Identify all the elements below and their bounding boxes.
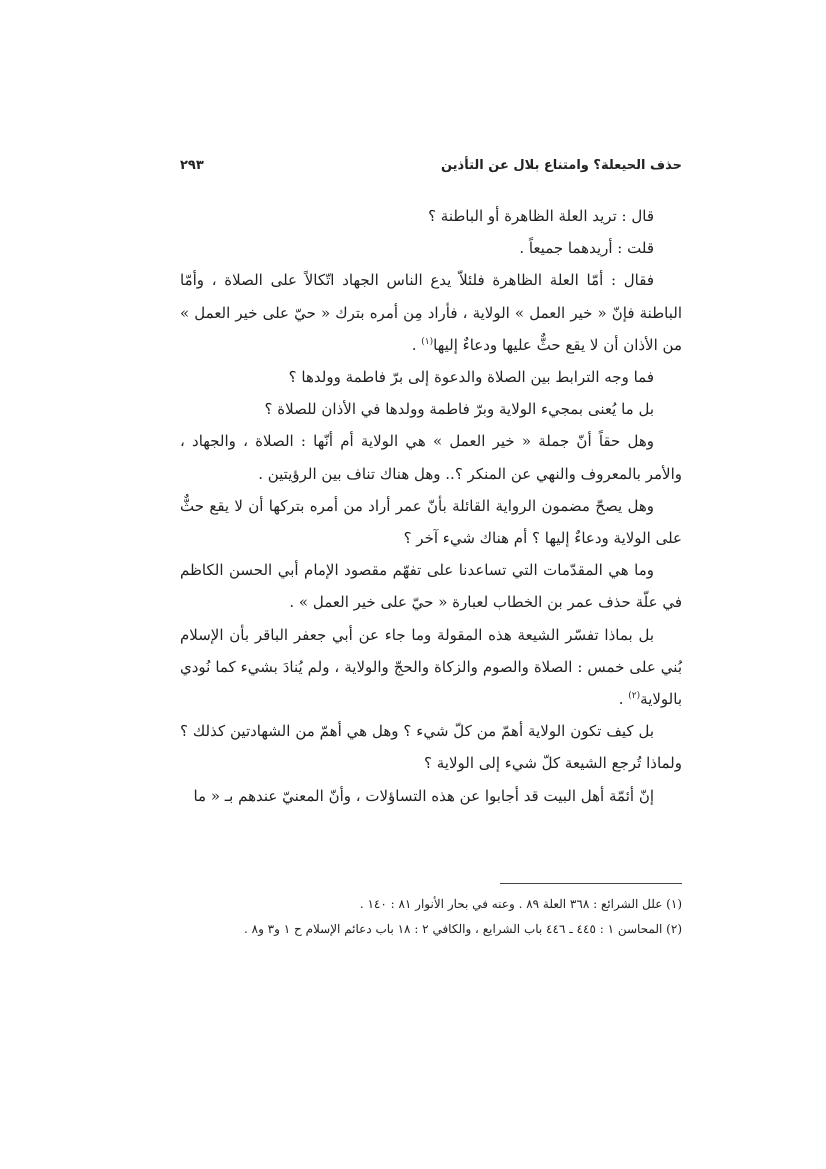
paragraph: فما وجه الترابط بين الصلاة والدعوة إلى برّ فاطمة وولدها ؟	[288, 368, 654, 387]
page-number: ٢٩٣	[180, 158, 204, 173]
footnote-divider	[500, 883, 682, 884]
paragraph: وهل يصحّ مضمون الرواية القائلة بأنّ عمر أراد من أمره بتركها أن لا يقع حثٌّ على الولاية ودعاءٌ إليها ؟ أم هناك شيء آخر ؟	[180, 496, 682, 548]
paragraph: وهل حقاً أنّ جملة « خير العمل » هي الولاية أم أنّها : الصلاة ، والجهاد ، والأمر بالمعروف والنهي عن المنكر ؟.. وهل هناك تناف بين الرؤيتين .	[180, 432, 682, 483]
footnote-ref: (١)	[421, 336, 434, 347]
footnotes	[180, 892, 682, 942]
paragraph: قلت : أريدهما جميعاً .	[519, 239, 654, 258]
paragraph: وما هي المقدّمات التي تساعدنا على تفهّم مقصود الإمام أبي الحسن الكاظم في علّة حذف عمر بن الخطاب لعبارة « حيّ على خير العمل » .	[180, 561, 682, 612]
paragraph: بل كيف تكون الولاية أهمّ من كلّ شيء ؟ وهل هي أهمّ من الشهادتين كذلك ؟ ولماذا تُرجع الشيعة كلّ شيء إلى الولاية ؟	[180, 722, 682, 773]
footnote-ref: (٢)	[628, 691, 641, 702]
running-title: حذف الحيعلة؟ وامتناع بلال عن التأذين	[440, 158, 682, 173]
footnote: (١) علل الشرائع : ٣٦٨ العلة ٨٩ . وعنه في بحار الأنوار ٨١ : ١٤٠ .	[359, 897, 682, 911]
paragraph: بل بماذا تفسّر الشيعة هذه المقولة وما جاء عن أبي جعفر الباقر بأن الإسلام بُني على خمس : الصلاة والصوم والزكاة والحجّ والولاية ، ولم يُنادَ بشيء كما نُودي بالولاية$^{(٢)}$ .	[180, 625, 682, 709]
paragraph: إنّ أئمّة أهل البيت قد أجابوا عن هذه التساؤلات ، وأنّ المعنيّ عندهم بـ « ما	[193, 786, 654, 805]
paragraph: قال : تريد العلة الظاهرة أو الباطنة ؟	[428, 207, 654, 225]
paragraph: بل ما يُعنى بمجيء الولاية وبرّ فاطمة وولدها في الأذان للصلاة ؟	[264, 400, 654, 419]
paragraph: فقال : أمّا العلة الظاهرة فلئلاّ يدع الناس الجهاد اتّكالاً على الصلاة ، وأمّا الباطنة فإنّ « خير العمل » الولاية ، فأراد مِن أمره بترك « حيّ على خير العمل » من الأذان أن لا يقع حثٌّ عليها ودعاءٌ إليها$^{(١)}$ .	[180, 271, 682, 354]
body-text	[180, 200, 682, 812]
page-header	[180, 158, 682, 180]
footnote: (٢) المحاسن ١ : ٤٤٥ ـ ٤٤٦ باب الشرايع ، والكافي ٢ : ١٨ باب دعائم الإسلام ح ١ و٣ و٨ .	[243, 922, 682, 936]
